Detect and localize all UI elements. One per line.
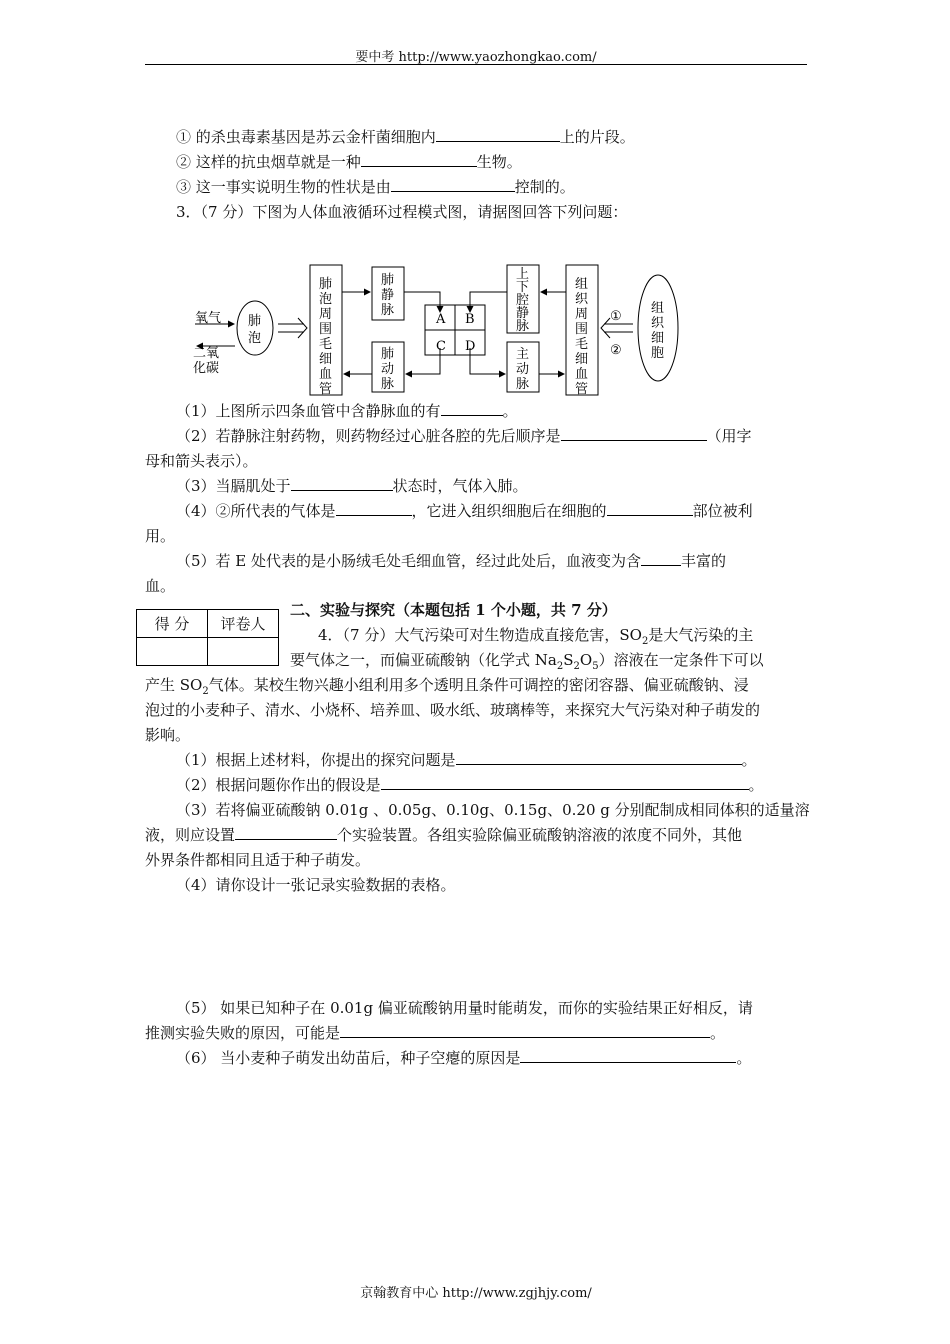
q2-line-3-text: ③ 这一事实说明生物的性状是由 [176,178,391,196]
svg-text:主: 主 [516,347,530,362]
oxygen-label: 氧气 [195,311,222,326]
q3-s4-cont: 用。 [145,527,176,545]
svg-text:泡: 泡 [319,292,333,307]
q4-s2-text: （2）根据问题你作出的假设是 [176,776,381,794]
answer-blank[interactable] [436,125,560,142]
q4-s3-line-2 [145,823,742,847]
q3-s3-text: （3）当膈肌处于 [176,477,291,495]
answer-blank[interactable] [607,499,693,516]
vena-cava-label [516,267,529,334]
tissue-cell-label [651,301,665,361]
alveolus-label-1: 肺 [248,314,262,329]
answer-blank[interactable] [561,424,707,441]
q4-s4: （4）请你设计一张记录实验数据的表格。 [176,876,456,894]
svg-text:细: 细 [319,352,333,367]
q4-s6 [176,1046,751,1070]
svg-text:肺: 肺 [319,277,333,292]
q4-s3-line-2-text: 液，则应设置 [145,826,236,844]
svg-text:周: 周 [575,307,589,322]
q4-s5-line-2-text: 推测实验失败的原因，可能是 [145,1024,341,1042]
circulation-diagram [185,262,725,397]
svg-text:织: 织 [575,292,589,307]
q4-line-1-text: 4．（7 分）大气污染可对生物造成直接危害，SO [318,626,642,644]
svg-text:上: 上 [516,267,530,282]
q4-s5-line-1: （5） 如果已知种子在 0.01g 偏亚硫酸钠用量时能萌发，而你的实验结果正好相反，请 [176,999,753,1017]
q4-s1-text: （1）根据上述材料，你提出的探究问题是 [176,751,456,769]
q3-s1-text: （1）上图所示四条血管中含静脉血的有 [176,402,441,420]
q3-s1-end: 。 [502,402,518,420]
gas-label-2: ② [610,343,622,358]
section-2-title: 二、实验与探究（本题包括 1 个小题，共 7 分） [290,601,617,619]
gas-label-1: ① [610,309,622,324]
formula-part: O [579,651,593,669]
svg-text:血: 血 [575,367,589,382]
q4-s2-end: 。 [748,776,764,794]
svg-text:腔: 腔 [516,293,530,308]
q3-s3-end: 状态时，气体入肺。 [392,477,528,495]
q3-title: 3．（7 分）下图为人体血液循环过程模式图，请据图回答下列问题： [176,203,628,221]
svg-text:组: 组 [651,301,665,316]
q2-line-1-text: ① 的杀虫毒素基因是苏云金杆菌细胞内 [176,128,436,146]
q3-s4-mid: ，它进入组织细胞后在细胞的 [411,502,607,520]
answer-blank[interactable] [520,1046,736,1063]
q4-s3-line-3: 外界条件都相同且适于种子萌发。 [145,851,371,869]
svg-text:围: 围 [575,322,589,337]
svg-text:脉: 脉 [381,377,395,392]
q4-line-2-text: 要气体之一，而偏亚硫酸钠（化学式 Na [290,651,557,669]
answer-blank[interactable] [291,474,393,491]
co2-label-1: 二氧 [193,346,220,361]
q2-line-3-end: 控制的。 [514,178,575,196]
header-rule [145,64,807,65]
svg-text:胞: 胞 [651,346,665,361]
q3-s2-end: （用字 [706,427,752,445]
answer-blank[interactable] [381,773,749,790]
q3-s3 [176,474,528,498]
svg-text:管: 管 [575,382,589,397]
formula-part: S [563,651,574,669]
chamber-b: B [465,312,475,327]
svg-text:围: 围 [319,322,333,337]
q4-s1-end: 。 [741,751,757,769]
q4-s6-text: （6） 当小麦种子萌发出幼苗后，种子空瘪的原因是 [176,1049,521,1067]
answer-blank[interactable] [391,175,515,192]
q3-s5-cont: 血。 [145,577,176,595]
svg-text:静: 静 [516,306,530,321]
aorta-label [516,347,529,392]
svg-text:动: 动 [516,362,530,377]
q3-s5-text: （5）若 E 处代表的是小肠绒毛处毛细血管，经过此处后，血液变为含 [176,552,642,570]
answer-blank[interactable] [235,823,337,840]
q3-s5-end: 丰富的 [681,552,727,570]
score-table [136,609,279,666]
q3-s2-cont: 母和箭头表示）。 [145,452,258,470]
q4-line-5: 影响。 [145,726,191,744]
subscript: 2 [641,636,649,647]
svg-text:肺: 肺 [381,273,395,288]
lung-capillary-label [319,276,332,397]
answer-blank[interactable] [361,150,477,167]
svg-text:动: 动 [381,362,395,377]
chamber-c: C [436,339,446,354]
q3-s2 [176,424,752,448]
chamber-d: D [465,339,476,354]
subscript: 2 [202,686,209,697]
grader-cell[interactable] [208,638,279,666]
q3-s4 [176,499,753,523]
tissue-capillary-label [575,277,589,397]
q4-s5-line-2 [145,1021,725,1045]
q4-s6-end: 。 [736,1049,752,1067]
q2-line-2-end: 生物。 [476,153,522,171]
q2-line-2-text: ② 这样的抗虫烟草就是一种 [176,153,361,171]
q4-line-2-end: ）溶液在一定条件下可以 [598,651,764,669]
page-footer: 京翰教育中心 http://www.zgjhjy.com/ [360,1286,592,1301]
alveolus-label-2: 泡 [248,331,262,346]
q4-s5-line-2-end: 。 [710,1024,726,1042]
page-header: 要中考 http://www.yaozhongkao.com/ [355,50,597,65]
q3-s4-end: 部位被利 [692,502,753,520]
subscript: 5 [592,661,599,672]
svg-text:细: 细 [651,331,665,346]
q3-s5 [176,549,726,573]
co2-label-2: 化碳 [193,361,220,376]
q4-s1 [176,748,757,772]
q3-s2-text: （2）若静脉注射药物，则药物经过心脏各腔的先后顺序是 [176,427,561,445]
q3-s1 [176,399,518,423]
answer-blank[interactable] [641,549,681,566]
svg-text:毛: 毛 [319,337,333,352]
subscript: 2 [556,661,564,672]
svg-text:脉: 脉 [516,319,530,334]
svg-text:静: 静 [381,288,395,303]
q4-s3-line-1: （3）若将偏亚硫酸钠 0.01g 、0.05g、0.10g、0.15g、0.20 g 分别配制成相同体积的适量溶 [176,801,810,819]
chamber-a: A [436,312,446,327]
svg-text:血: 血 [319,367,333,382]
q2-line-1 [176,125,635,149]
svg-text:织: 织 [651,316,665,331]
q4-line-4: 泡过的小麦种子、清水、小烧杯、培养皿、吸水纸、玻璃棒等，来探究大气污染对种子萌发的 [145,701,761,719]
q4-s2 [176,773,764,797]
svg-text:细: 细 [575,352,589,367]
svg-text:毛: 毛 [575,337,589,352]
svg-text:管: 管 [319,382,333,397]
pulmonary-vein-label [381,272,394,318]
score-cell[interactable] [137,638,208,666]
grader-header: 评卷人 [208,610,279,638]
q2-line-1-end: 上的片段。 [559,128,635,146]
q4-line-3-text: 产生 SO [145,676,203,694]
subscript: 2 [573,661,580,672]
answer-blank[interactable] [456,748,742,765]
svg-text:下: 下 [516,280,530,295]
svg-text:周: 周 [319,307,333,322]
svg-text:肺: 肺 [381,347,395,362]
score-header: 得 分 [137,610,208,638]
pulmonary-artery-label [381,346,394,392]
answer-blank[interactable] [441,399,503,416]
q2-line-2 [176,150,522,174]
q4-line-3-end: 气体。某校生物兴趣小组利用多个透明且条件可调控的密闭容器、偏亚硫酸钠、浸 [208,676,749,694]
q4-line-1-end: 是大气污染的主 [648,626,754,644]
q2-line-3 [176,175,575,199]
answer-blank[interactable] [340,1021,710,1038]
answer-blank[interactable] [336,499,412,516]
svg-text:脉: 脉 [516,377,530,392]
svg-text:脉: 脉 [381,303,395,318]
svg-text:组: 组 [575,277,589,292]
q4-s3-line-2-end: 个实验装置。各组实验除偏亚硫酸钠溶液的浓度不同外，其他 [337,826,743,844]
q3-s4-text: （4）②所代表的气体是 [176,502,336,520]
